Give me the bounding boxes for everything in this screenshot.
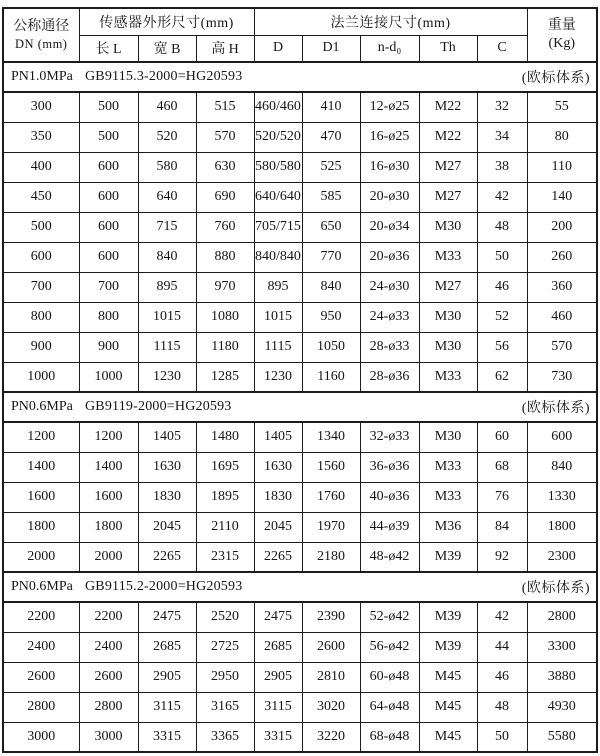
table-cell: M45 [419, 722, 477, 752]
table-cell: 52 [477, 302, 527, 332]
table-cell: 2800 [79, 692, 138, 722]
table-cell: 600 [79, 242, 138, 272]
table-cell: 500 [79, 92, 138, 122]
section-note-label: (欧标体系) [521, 71, 591, 86]
table-cell: 450 [3, 182, 79, 212]
table-cell: 1830 [254, 482, 302, 512]
table-row [3, 452, 597, 482]
table-cell: 1180 [196, 332, 254, 362]
table-cell: 1800 [79, 512, 138, 542]
table-cell: 700 [79, 272, 138, 302]
table-cell: 2200 [79, 602, 138, 632]
table-cell: 1760 [302, 482, 360, 512]
table-cell: 1800 [3, 512, 79, 542]
table-cell: 895 [254, 272, 302, 302]
table-cell: 50 [477, 722, 527, 752]
table-cell: 16-ø25 [360, 122, 419, 152]
table-cell: 970 [196, 272, 254, 302]
table-cell: M30 [419, 212, 477, 242]
table-cell: 2600 [3, 662, 79, 692]
table-cell: 4930 [527, 692, 597, 722]
table-cell: 110 [527, 152, 597, 182]
col-header-d1: D1 [302, 35, 360, 62]
table-cell: 520/520 [254, 122, 302, 152]
table-cell: 690 [196, 182, 254, 212]
table-cell: M27 [419, 272, 477, 302]
table-row [3, 512, 597, 542]
col-header-c: C [477, 35, 527, 62]
table-row [3, 152, 597, 182]
table-cell: 1405 [254, 422, 302, 452]
table-cell: 32 [477, 92, 527, 122]
table-cell: 800 [79, 302, 138, 332]
table-cell: 55 [527, 92, 597, 122]
table-cell: 2800 [527, 602, 597, 632]
table-cell: 2400 [3, 632, 79, 662]
table-cell: M30 [419, 302, 477, 332]
table-cell: 1400 [79, 452, 138, 482]
table-cell: M22 [419, 92, 477, 122]
section-cell [3, 572, 597, 602]
section-cell [3, 62, 597, 92]
table-cell: 20-ø36 [360, 242, 419, 272]
table-cell: 1160 [302, 362, 360, 392]
table-cell: 2110 [196, 512, 254, 542]
table-cell: 2600 [79, 662, 138, 692]
table-cell: 3020 [302, 692, 360, 722]
section-note-label: (欧标体系) [521, 581, 591, 596]
table-cell: 1560 [302, 452, 360, 482]
section-cell [3, 392, 597, 422]
table-cell: 2725 [196, 632, 254, 662]
table-cell: 840 [302, 272, 360, 302]
table-cell: 48 [477, 692, 527, 722]
table-cell: 1000 [3, 362, 79, 392]
col-group-flange-dimensions: 法兰连接尺寸(mm) [254, 8, 527, 35]
table-cell: 34 [477, 122, 527, 152]
section-standard-label: GB9115.2-2000=HG20593 [85, 579, 243, 594]
table-cell: 2800 [3, 692, 79, 722]
table-cell: 730 [527, 362, 597, 392]
col-header-width-b: 宽 B [138, 35, 196, 62]
table-cell: 140 [527, 182, 597, 212]
table-cell: 840/840 [254, 242, 302, 272]
table-header [3, 8, 597, 62]
table-cell: 1200 [3, 422, 79, 452]
table-cell: 2810 [302, 662, 360, 692]
table-cell: 2685 [138, 632, 196, 662]
table-cell: 3165 [196, 692, 254, 722]
table-cell: 3300 [527, 632, 597, 662]
table-row [3, 482, 597, 512]
table-row [3, 422, 597, 452]
table-cell: 1330 [527, 482, 597, 512]
table-cell: 2905 [254, 662, 302, 692]
table-cell: 520 [138, 122, 196, 152]
table-cell: 2200 [3, 602, 79, 632]
table-cell: 46 [477, 272, 527, 302]
table-cell: 3880 [527, 662, 597, 692]
table-cell: 52-ø42 [360, 602, 419, 632]
table-cell: 715 [138, 212, 196, 242]
table-cell: 2950 [196, 662, 254, 692]
table-cell: 56-ø42 [360, 632, 419, 662]
table-row [3, 122, 597, 152]
table-cell: 515 [196, 92, 254, 122]
table-cell: 705/715 [254, 212, 302, 242]
table-cell: 2045 [138, 512, 196, 542]
section-row [3, 62, 597, 92]
table-cell: 62 [477, 362, 527, 392]
table-cell: 2180 [302, 542, 360, 572]
table-cell: 570 [527, 332, 597, 362]
table-cell: 12-ø25 [360, 92, 419, 122]
section-row [3, 572, 597, 602]
table-cell: 1015 [138, 302, 196, 332]
header-row-groups [3, 8, 597, 35]
col-header-dn-cn: 公称通径 [13, 18, 70, 34]
table-cell: 92 [477, 542, 527, 572]
col-group-sensor-dimensions: 传感器外形尺寸(mm) [79, 8, 254, 35]
table-cell: 500 [79, 122, 138, 152]
table-cell: 650 [302, 212, 360, 242]
table-cell: M33 [419, 482, 477, 512]
table-cell: 900 [79, 332, 138, 362]
table-cell: 16-ø30 [360, 152, 419, 182]
section-inner [4, 67, 596, 87]
table-cell: 48 [477, 212, 527, 242]
table-cell: M27 [419, 152, 477, 182]
table-cell: 1230 [138, 362, 196, 392]
table-cell: 56 [477, 332, 527, 362]
section-pn-label: PN0.6MPa [11, 399, 73, 414]
table-cell: M27 [419, 182, 477, 212]
table-cell: 460/460 [254, 92, 302, 122]
table-cell: 2000 [79, 542, 138, 572]
table-cell: 2045 [254, 512, 302, 542]
table-cell: M45 [419, 692, 477, 722]
table-cell: 5580 [527, 722, 597, 752]
table-body [3, 62, 597, 752]
table-cell: 28-ø33 [360, 332, 419, 362]
table-cell: 1050 [302, 332, 360, 362]
table-cell: 200 [527, 212, 597, 242]
table-cell: 28-ø36 [360, 362, 419, 392]
table-cell: 600 [79, 212, 138, 242]
table-cell: 460 [527, 302, 597, 332]
table-cell: 300 [3, 92, 79, 122]
table-cell: 900 [3, 332, 79, 362]
table-cell: 350 [3, 122, 79, 152]
table-cell: 770 [302, 242, 360, 272]
section-inner [4, 577, 596, 597]
table-cell: 1200 [79, 422, 138, 452]
table-row [3, 662, 597, 692]
table-cell: 760 [196, 212, 254, 242]
table-cell: 1000 [79, 362, 138, 392]
col-header-height-h: 高 H [196, 35, 254, 62]
table-cell: 76 [477, 482, 527, 512]
table-cell: 600 [79, 182, 138, 212]
table-cell: 1600 [79, 482, 138, 512]
table-cell: 700 [3, 272, 79, 302]
section-inner [4, 397, 596, 417]
table-cell: 1895 [196, 482, 254, 512]
table-cell: 1285 [196, 362, 254, 392]
table-row [3, 182, 597, 212]
table-cell: 1115 [138, 332, 196, 362]
section-standard-label: GB9119-2000=HG20593 [85, 399, 232, 414]
table-cell: M33 [419, 242, 477, 272]
table-cell: 44-ø39 [360, 512, 419, 542]
table-cell: 2300 [527, 542, 597, 572]
table-cell: 2265 [254, 542, 302, 572]
section-pn-label: PN0.6MPa [11, 579, 73, 594]
table-cell: 840 [527, 452, 597, 482]
table-cell: 360 [527, 272, 597, 302]
table-cell: M33 [419, 362, 477, 392]
table-cell: 24-ø33 [360, 302, 419, 332]
table-cell: M33 [419, 452, 477, 482]
table-cell: 1600 [3, 482, 79, 512]
table-cell: 24-ø30 [360, 272, 419, 302]
table-cell: M30 [419, 332, 477, 362]
table-cell: M39 [419, 602, 477, 632]
col-header-dn-unit: DN (mm) [15, 36, 68, 51]
table-row [3, 722, 597, 752]
header-row-subcolumns [3, 35, 597, 62]
table-cell: 600 [79, 152, 138, 182]
col-header-weight-cn: 重量 [547, 17, 576, 33]
table-cell: 460 [138, 92, 196, 122]
table-cell: 38 [477, 152, 527, 182]
flange-dimension-table [2, 7, 598, 753]
table-cell: 48-ø42 [360, 542, 419, 572]
section-note-label: (欧标体系) [521, 401, 591, 416]
table-cell: 2600 [302, 632, 360, 662]
table-cell: 3365 [196, 722, 254, 752]
table-cell: 640/640 [254, 182, 302, 212]
table-cell: 68-ø48 [360, 722, 419, 752]
table-cell: M39 [419, 632, 477, 662]
table-cell: 20-ø34 [360, 212, 419, 242]
table-cell: 40-ø36 [360, 482, 419, 512]
table-cell: 2265 [138, 542, 196, 572]
table-cell: 1080 [196, 302, 254, 332]
table-cell: 580/580 [254, 152, 302, 182]
table-cell: 1800 [527, 512, 597, 542]
table-cell: 470 [302, 122, 360, 152]
table-row [3, 302, 597, 332]
table-cell: 600 [3, 242, 79, 272]
table-cell: 410 [302, 92, 360, 122]
table-cell: M22 [419, 122, 477, 152]
table-cell: 68 [477, 452, 527, 482]
table-cell: M30 [419, 422, 477, 452]
table-cell: 3315 [254, 722, 302, 752]
table-cell: 950 [302, 302, 360, 332]
table-cell: 64-ø48 [360, 692, 419, 722]
table-cell: 800 [3, 302, 79, 332]
table-cell: M45 [419, 662, 477, 692]
table-cell: 2685 [254, 632, 302, 662]
table-cell: 570 [196, 122, 254, 152]
table-row [3, 692, 597, 722]
table-cell: 36-ø36 [360, 452, 419, 482]
table-cell: 880 [196, 242, 254, 272]
col-header-th: Th [419, 35, 477, 62]
table-cell: 1405 [138, 422, 196, 452]
table-cell: 1480 [196, 422, 254, 452]
col-header-weight-unit: (Kg) [548, 36, 575, 51]
table-cell: 84 [477, 512, 527, 542]
table-cell: 640 [138, 182, 196, 212]
table-cell: 1340 [302, 422, 360, 452]
table-cell: 1015 [254, 302, 302, 332]
table-row [3, 602, 597, 632]
table-cell: 3115 [254, 692, 302, 722]
table-cell: 2390 [302, 602, 360, 632]
col-header-dn [3, 8, 79, 62]
table-row [3, 92, 597, 122]
table-cell: 1830 [138, 482, 196, 512]
table-cell: 2000 [3, 542, 79, 572]
table-cell: 630 [196, 152, 254, 182]
table-cell: 1400 [3, 452, 79, 482]
table-row [3, 632, 597, 662]
table-cell: 80 [527, 122, 597, 152]
col-header-weight [527, 8, 597, 62]
table-cell: 2520 [196, 602, 254, 632]
table-cell: 3000 [79, 722, 138, 752]
table-cell: 1970 [302, 512, 360, 542]
table-row [3, 272, 597, 302]
table-cell: 2905 [138, 662, 196, 692]
table-row [3, 242, 597, 272]
table-cell: 2400 [79, 632, 138, 662]
table-cell: 585 [302, 182, 360, 212]
table-cell: 400 [3, 152, 79, 182]
table-cell: 3000 [3, 722, 79, 752]
table-cell: 1630 [138, 452, 196, 482]
table-cell: 32-ø33 [360, 422, 419, 452]
col-header-length-l: 长 L [79, 35, 138, 62]
table-cell: 2315 [196, 542, 254, 572]
table-cell: 600 [527, 422, 597, 452]
section-standard-label: GB9115.3-2000=HG20593 [85, 69, 243, 84]
table-row [3, 362, 597, 392]
table-cell: 46 [477, 662, 527, 692]
table-cell: 20-ø30 [360, 182, 419, 212]
table-cell: 260 [527, 242, 597, 272]
table-cell: M36 [419, 512, 477, 542]
table-cell: 1695 [196, 452, 254, 482]
table-cell: 2475 [138, 602, 196, 632]
table-row [3, 542, 597, 572]
table-cell: 3315 [138, 722, 196, 752]
table-cell: 42 [477, 182, 527, 212]
section-pn-label: PN1.0MPa [11, 69, 73, 84]
table-row [3, 212, 597, 242]
table-cell: 60 [477, 422, 527, 452]
table-cell: M39 [419, 542, 477, 572]
table-cell: 500 [3, 212, 79, 242]
table-cell: 895 [138, 272, 196, 302]
col-header-d: D [254, 35, 302, 62]
table-cell: 3115 [138, 692, 196, 722]
table-cell: 840 [138, 242, 196, 272]
table-cell: 2475 [254, 602, 302, 632]
section-row [3, 392, 597, 422]
table-cell: 1630 [254, 452, 302, 482]
table-cell: 42 [477, 602, 527, 632]
table-cell: 44 [477, 632, 527, 662]
table-row [3, 332, 597, 362]
table-cell: 3220 [302, 722, 360, 752]
col-header-n-d0: n-d₀ [360, 35, 419, 62]
table-cell: 50 [477, 242, 527, 272]
table-cell: 60-ø48 [360, 662, 419, 692]
table-cell: 525 [302, 152, 360, 182]
table-cell: 1230 [254, 362, 302, 392]
table-cell: 580 [138, 152, 196, 182]
table-cell: 1115 [254, 332, 302, 362]
